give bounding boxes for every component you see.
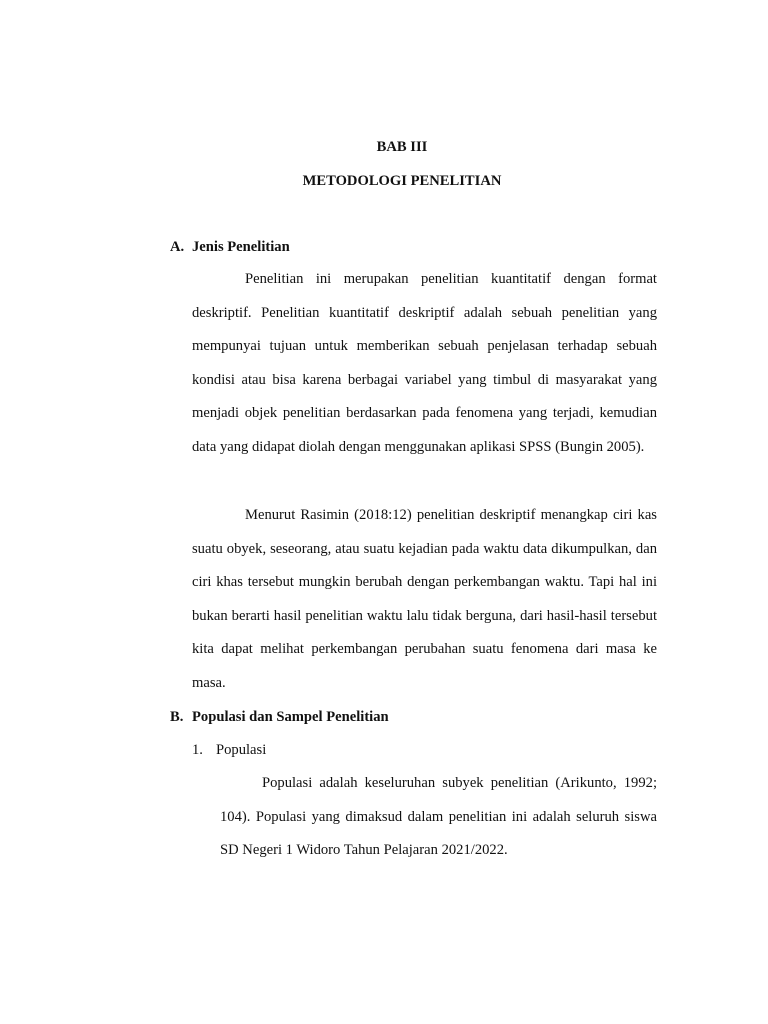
section-title: Jenis Penelitian: [192, 239, 290, 255]
chapter-label: BAB III: [376, 139, 428, 155]
paragraph-jenis-penelitian-2: Menurut Rasimin (2018:12) penelitian deskriptif menangkap ciri kas suatu obyek, seseorang, atau suatu kejadian pada waktu data dikumpulkan, dan ciri khas tersebut mungkin berubah dengan perkembangan waktu. Tapi hal ini bukan berarti hasil penelitian waktu lalu tidak berguna, dari hasil-hasil tersebut kita dapat melihat perkembangan perubahan suatu fenomena dari masa ke masa.: [192, 507, 657, 691]
section-heading-b: [170, 708, 389, 726]
paragraph-jenis-penelitian-1: Penelitian ini merupakan penelitian kuantitatif dengan format deskriptif. Penelitian kuantitatif deskriptif adalah sebuah penelitian yang mempunyai tujuan untuk memberikan sebuah penjelasan terhadap sebuah kondisi atau bisa karena berbagai variabel yang timbul di masyarakat yang menjadi objek penelitian berdasarkan pada fenomena yang terjadi, kemudian data yang didapat diolah dengan menggunakan aplikasi SPSS (Bungin 2005).: [192, 271, 657, 455]
section-title: Populasi dan Sampel Penelitian: [192, 709, 389, 725]
section-marker: A.: [170, 239, 185, 255]
section-heading-a: [170, 238, 290, 256]
subsection-title: Populasi: [216, 742, 267, 758]
chapter-title: METODOLOGI PENELITIAN: [302, 173, 502, 189]
subsection-heading-populasi: [192, 741, 266, 759]
paragraph-populasi: Populasi adalah keseluruhan subyek penelitian (Arikunto, 1992; 104). Populasi yang dimaksud dalam penelitian ini adalah seluruh siswa SD Negeri 1 Widoro Tahun Pelajaran 2021/2022.: [220, 775, 657, 859]
section-marker: B.: [170, 709, 184, 725]
subsection-marker: 1.: [192, 742, 203, 758]
